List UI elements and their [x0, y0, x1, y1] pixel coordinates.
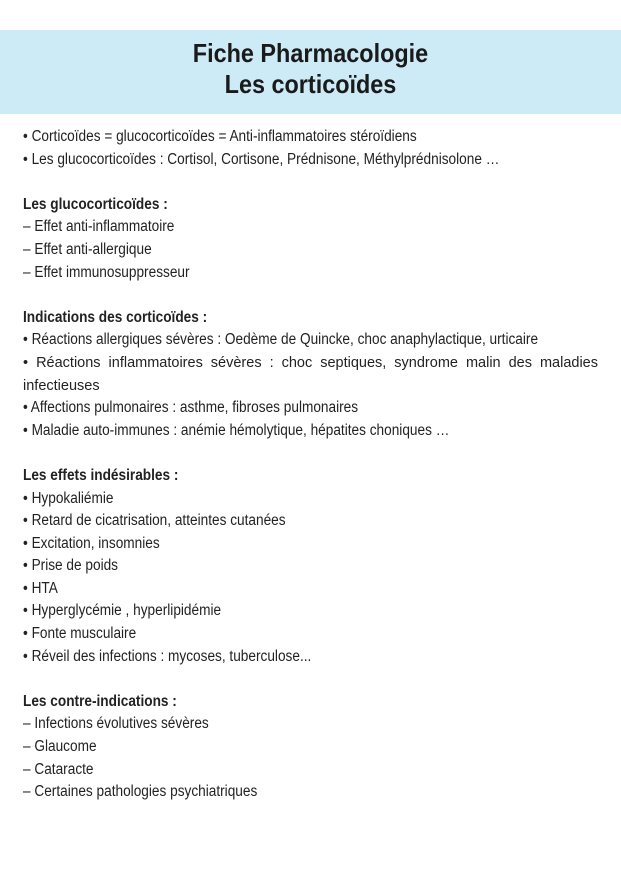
- intro-line: • Corticoïdes = glucocorticoïdes = Anti-inflammatoires stéroïdiens: [23, 128, 417, 145]
- intro-line: • Les glucocorticoïdes : Cortisol, Cortisone, Prédnisone, Méthylprédnisolone …: [23, 150, 500, 168]
- list-item: • HTA: [23, 579, 58, 597]
- list-item: – Glaucome: [23, 738, 97, 756]
- section-heading-effets: Les effets indésirables :: [23, 466, 179, 484]
- list-item: • Prise de poids: [23, 557, 119, 575]
- list-item: – Cataracte: [23, 760, 94, 778]
- list-item: • Hyperglycémie , hyperlipidémie: [23, 602, 222, 620]
- list-item: • Hypokaliémie: [23, 489, 114, 507]
- list-item: • Réactions allergiques sévères : Oedème de Quincke, choc anaphylactique, urticaire: [23, 331, 539, 349]
- list-item: • Retard de cicatrisation, atteintes cutanées: [23, 512, 286, 530]
- list-item: – Effet anti-inflammatoire: [23, 218, 175, 236]
- list-item: • Fonte musculaire: [23, 625, 137, 643]
- list-item: – Infections évolutives sévères: [23, 715, 209, 733]
- section-heading-indications: Indications des corticoïdes :: [23, 308, 208, 326]
- list-item: • Excitation, insomnies: [23, 534, 160, 552]
- page-subtitle: Les corticoïdes: [224, 69, 397, 99]
- list-item: – Effet immunosuppresseur: [23, 263, 190, 281]
- page-title: Fiche Pharmacologie: [192, 38, 429, 68]
- list-item: • Réactions inflammatoires sévères : choc septiques, syndrome malin des maladies infectieuses: [23, 354, 598, 394]
- section-heading-contre-indications: Les contre-indications :: [23, 692, 177, 710]
- list-item: • Affections pulmonaires : asthme, fibroses pulmonaires: [23, 399, 359, 417]
- list-item: • Maladie auto-immunes : anémie hémolytique, hépatites choniques …: [23, 421, 450, 439]
- list-item: – Certaines pathologies psychiatriques: [23, 783, 258, 801]
- list-item: – Effet anti-allergique: [23, 240, 152, 258]
- title-banner: [0, 30, 621, 114]
- document-body: [23, 126, 598, 804]
- section-heading-glucocorticoides: Les glucocorticoïdes :: [23, 195, 168, 213]
- list-item: • Réveil des infections : mycoses, tuberculose...: [23, 647, 312, 665]
